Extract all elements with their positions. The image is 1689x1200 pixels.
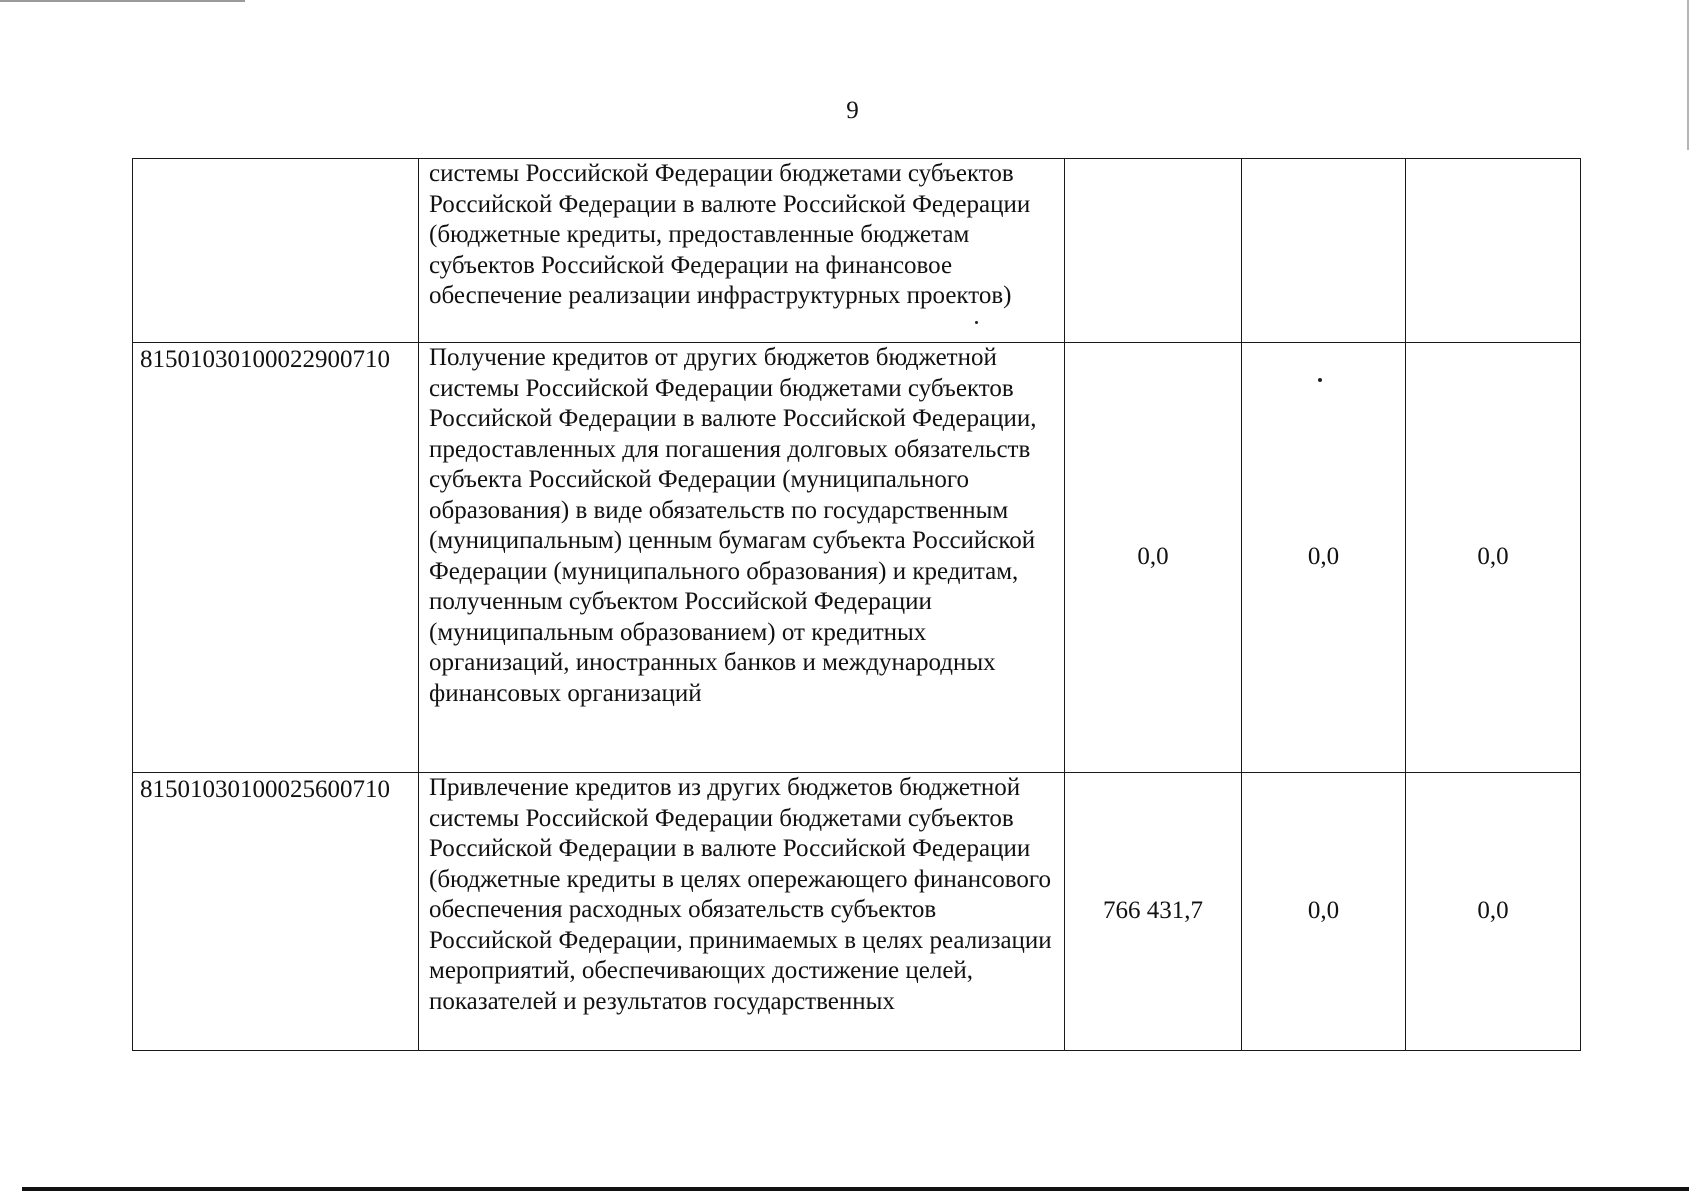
description-cell: системы Российской Федерации бюджетами субъектов Российской Федерации в валюте Российской Федерации (бюджетные кредиты, предоставленные бюджетам субъектов Российской Федерации на финансовое обеспечение реализации инфраструктурных проектов) [419, 159, 1065, 343]
amount-cell-2: 0,0 [1242, 343, 1406, 773]
amount-cell-2: 0,0 [1242, 773, 1406, 1051]
page-bottom-rule [22, 1187, 1689, 1191]
amount-cell-1 [1065, 159, 1242, 343]
amount-cell-3: 0,0 [1406, 773, 1581, 1051]
table-row [133, 159, 1581, 343]
scan-edge-mark-top [0, 0, 245, 2]
scan-speck [975, 321, 978, 324]
amount-cell-3 [1406, 159, 1581, 343]
budget-sources-table [132, 158, 1581, 1051]
scan-speck [1318, 378, 1322, 382]
budget-code-cell [133, 159, 419, 343]
description-cell: Получение кредитов от других бюджетов бюджетной системы Российской Федерации бюджетами субъектов Российской Федерации в валюте Российской Федерации, предоставленных для погашения долговых обязательств субъекта Российской Федерации (муниципального образования) в виде обязательств по государственным (муниципальным) ценным бумагам субъекта Российской Федерации (муниципального образования) и кредитам, полученным субъектом Российской Федерации (муниципальным образованием) от кредитных организаций, иностранных банков и международных финансовых организаций [419, 343, 1065, 773]
table-row [133, 773, 1581, 1051]
table-row [133, 343, 1581, 773]
description-cell: Привлечение кредитов из других бюджетов бюджетной системы Российской Федерации бюджетами субъектов Российской Федерации в валюте Российской Федерации (бюджетные кредиты в целях опережающего финансового обеспечения расходных обязательств субъектов Российской Федерации, принимаемых в целях реализации мероприятий, обеспечивающих достижение целей, показателей и результатов государственных [419, 773, 1065, 1051]
page-number: 9 [846, 97, 859, 124]
amount-cell-1: 766 431,7 [1065, 773, 1242, 1051]
budget-code-cell: 81501030100025600710 [133, 773, 419, 1051]
budget-code-cell: 81501030100022900710 [133, 343, 419, 773]
amount-cell-3: 0,0 [1406, 343, 1581, 773]
amount-cell-1: 0,0 [1065, 343, 1242, 773]
amount-cell-2 [1242, 159, 1406, 343]
